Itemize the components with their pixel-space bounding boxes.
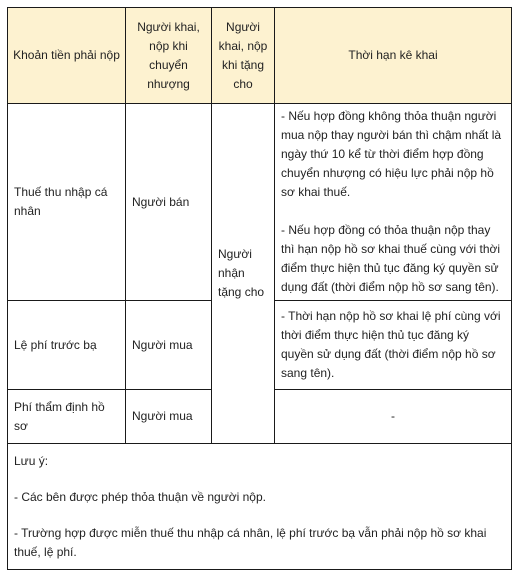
gift-payer: Người nhận tặng cho <box>218 247 265 299</box>
note-line: - Trường hợp được miễn thuế thu nhập cá nhân, lệ phí trước bạ vẫn phải nộp hồ sơ khai thuế, lệ phí. <box>14 525 487 559</box>
row-transfer-payer: Người mua <box>132 409 193 423</box>
note-cell <box>8 444 512 570</box>
row-item-label: Lệ phí trước bạ <box>14 337 97 352</box>
row-deadline-cell <box>275 104 512 301</box>
row-item-cell <box>8 390 126 444</box>
row-item-label: Thuế thu nhập cá nhân <box>14 185 108 218</box>
deadline-paragraph: - Nếu hợp đồng không thỏa thuận người mua nộp thay người bán thì chậm nhất là ngày thứ 10 kể từ thời điểm hợp đồng chuyển nhượng có hiệu lực phải nộp hồ sơ khai thuế. <box>281 109 502 199</box>
deadline-dash: - <box>391 409 395 423</box>
row-deadline-cell <box>275 301 512 390</box>
row-transfer-payer: Người bán <box>132 194 190 209</box>
tax-table <box>7 7 512 570</box>
row-item-cell <box>8 301 126 390</box>
header-deadline: Thời hạn kê khai <box>275 8 512 104</box>
row-transfer-payer-cell <box>126 104 212 301</box>
note-title: Lưu ý: <box>14 453 49 468</box>
row-transfer-payer: Người mua <box>132 337 193 352</box>
deadline-paragraph: - Nếu hợp đồng có thỏa thuận nộp thay thì hạn nộp hồ sơ khai thuế cùng với thời điểm thực hiện thủ tục đăng ký quyền sử dụng đất (thời điểm nộp hồ sơ sang tên). <box>281 223 501 294</box>
gift-payer-cell <box>212 104 275 444</box>
note-row <box>8 444 512 570</box>
note-line: - Các bên được phép thỏa thuận về người nộp. <box>14 489 266 504</box>
deadline-paragraph: - Thời hạn nộp hồ sơ khai lệ phí cùng với thời điểm thực hiện thủ tục đăng ký quyền sử dụng đất (thời điểm nộp hồ sơ sang tên). <box>281 309 501 380</box>
row-deadline-cell <box>275 390 512 444</box>
table-row <box>8 104 512 301</box>
row-transfer-payer-cell <box>126 301 212 390</box>
header-row <box>8 8 512 104</box>
row-item-cell <box>8 104 126 301</box>
row-item-label: Phí thẩm định hồ sơ <box>14 399 105 433</box>
header-payable-item: Khoản tiền phải nộp <box>8 8 126 104</box>
header-gift-payer: Người khai, nộp khi tặng cho <box>212 8 275 104</box>
row-transfer-payer-cell <box>126 390 212 444</box>
header-transfer-payer: Người khai, nộp khi chuyển nhượng <box>126 8 212 104</box>
